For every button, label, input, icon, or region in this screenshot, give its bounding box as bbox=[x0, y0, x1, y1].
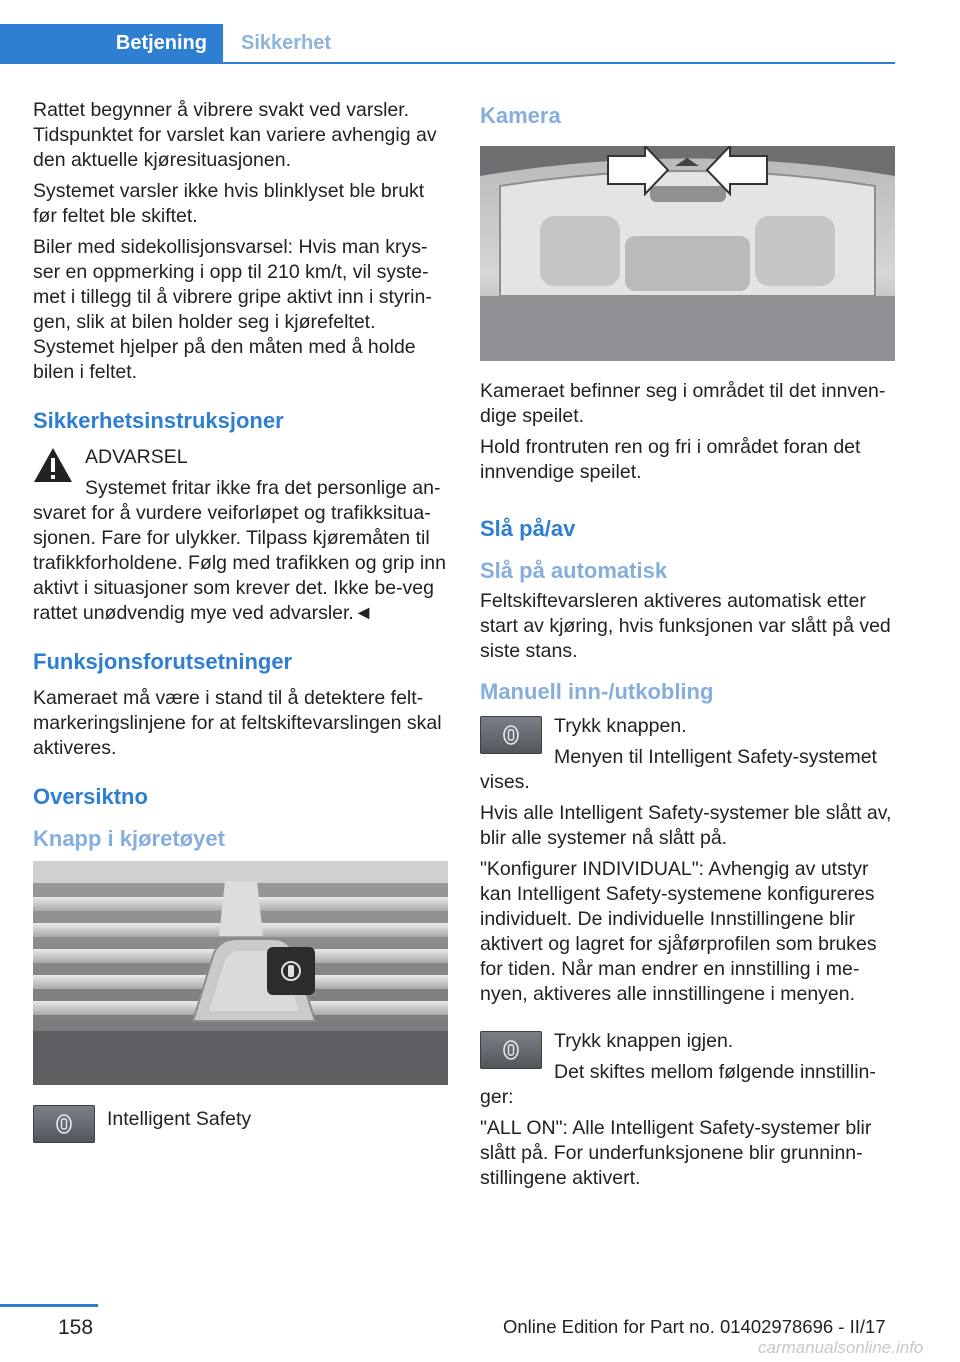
heading-auto-on: Slå på automatisk bbox=[480, 558, 668, 583]
paragraph-individual: "Konfigurer INDIVIDUAL": Avhengig av utstyr kan Intelligent Safety-systemene konfigureres individuelt. De individuelle Innstillingene blir aktivert og lagret for sjåførprofilen som brukes for tiden. Når man endrer en innstilling i me-nyen, aktiveres alle innstillingene i menyen. bbox=[480, 858, 877, 1005]
warning-text bbox=[33, 476, 448, 626]
heading-overview: Oversiktno bbox=[33, 784, 148, 809]
switch-text: Det skiftes mellom følgende innstillin-ger: bbox=[480, 1061, 876, 1108]
paragraph-blinker: Systemet varsler ikke hvis blinklyset ble brukt før feltet ble skiftet. bbox=[33, 180, 425, 227]
paragraph-all-off: Hvis alle Intelligent Safety-systemer ble slått av, blir alle systemer nå slått på. bbox=[480, 802, 892, 849]
footer-rule bbox=[0, 1304, 98, 1307]
warning-body: Systemet fritar ikke fra det personlige an-svaret for å vurdere veiforløpet og trafikksitua-sjonen. Fare for ulykker. Tilpass kjøremåten til trafikkforholdene. Følg med trafikken og grip inn aktivt i situasjoner som krever det. Ikke be-veg rattet unødvendig mye ved advarsler.◄ bbox=[33, 477, 446, 624]
tab-sikkerhet[interactable]: Sikkerhet bbox=[241, 32, 332, 54]
press-again-text: Trykk knappen igjen. bbox=[554, 1030, 734, 1052]
edition-info: Online Edition for Part no. 01402978696 - II/17 bbox=[503, 1316, 886, 1337]
intelligent-safety-label: Intelligent Safety bbox=[107, 1108, 252, 1130]
paragraph-auto-on: Feltskiftevarsleren aktiveres automatisk etter start av kjøring, hvis funksjonen var slått på ved siste stans. bbox=[480, 590, 891, 662]
heading-safety-instructions: Sikkerhetsinstruksjoner bbox=[33, 408, 284, 433]
left-column bbox=[33, 98, 448, 1143]
intelligent-safety-button-row bbox=[33, 1103, 448, 1143]
warning-title: ADVARSEL bbox=[85, 446, 188, 468]
paragraph-requirements: Kameraet må være i stand til å detektere felt-markeringslinjene for at feltskiftevarslingen skal aktiveres. bbox=[33, 687, 442, 759]
intelligent-safety-button-icon bbox=[480, 716, 542, 754]
intelligent-safety-button-icon bbox=[480, 1031, 542, 1069]
paragraph-all-on: "ALL ON": Alle Intelligent Safety-systemer blir slått på. For underfunksjonene blir grunninn-stillingene aktivert. bbox=[480, 1117, 872, 1189]
heading-manual: Manuell inn-/utkobling bbox=[480, 679, 714, 704]
press-again-row bbox=[480, 1029, 895, 1110]
page-number: 158 bbox=[58, 1316, 94, 1339]
interior-camera-photo bbox=[480, 146, 895, 361]
heading-button-in-vehicle: Knapp i kjøretøyet bbox=[33, 826, 225, 851]
press-button-row bbox=[480, 714, 895, 795]
menu-shown-text: Menyen til Intelligent Safety-systemet vises. bbox=[480, 746, 877, 793]
heading-camera: Kamera bbox=[480, 103, 561, 128]
paragraph-camera-location: Kameraet befinner seg i området til det innven-dige speilet. bbox=[480, 380, 886, 427]
paragraph-camera-clean: Hold frontruten ren og fri i området foran det innvendige speilet. bbox=[480, 436, 861, 483]
console-button-photo bbox=[33, 861, 448, 1085]
intelligent-safety-button-icon bbox=[33, 1105, 95, 1143]
paragraph-vibration: Rattet begynner å vibrere svakt ved varsler. Tidspunktet for varslet kan variere avhengig av den aktuelle kjøresituasjonen. bbox=[33, 99, 437, 171]
paragraph-side-collision: Biler med sidekollisjonsvarsel: Hvis man krys-ser en oppmerking i opp til 210 km/t, vil syste-met i tillegg til å vibrere gripe aktivt inn i styrin-gen, slik at bilen holder seg i kjørefeltet. Systemet hjelper på den måten med å holde bilen i feltet. bbox=[33, 236, 432, 383]
warning-block bbox=[33, 445, 448, 626]
heading-on-off: Slå på/av bbox=[480, 516, 576, 541]
tab-bar bbox=[0, 24, 895, 64]
press-button-text: Trykk knappen. bbox=[554, 715, 687, 737]
right-column bbox=[480, 98, 895, 1197]
warning-triangle-icon bbox=[33, 447, 73, 483]
heading-requirements: Funksjonsforutsetninger bbox=[33, 649, 293, 674]
watermark: carmanualsonline.info bbox=[758, 1338, 924, 1357]
tab-betjening[interactable]: Betjening bbox=[0, 24, 223, 62]
